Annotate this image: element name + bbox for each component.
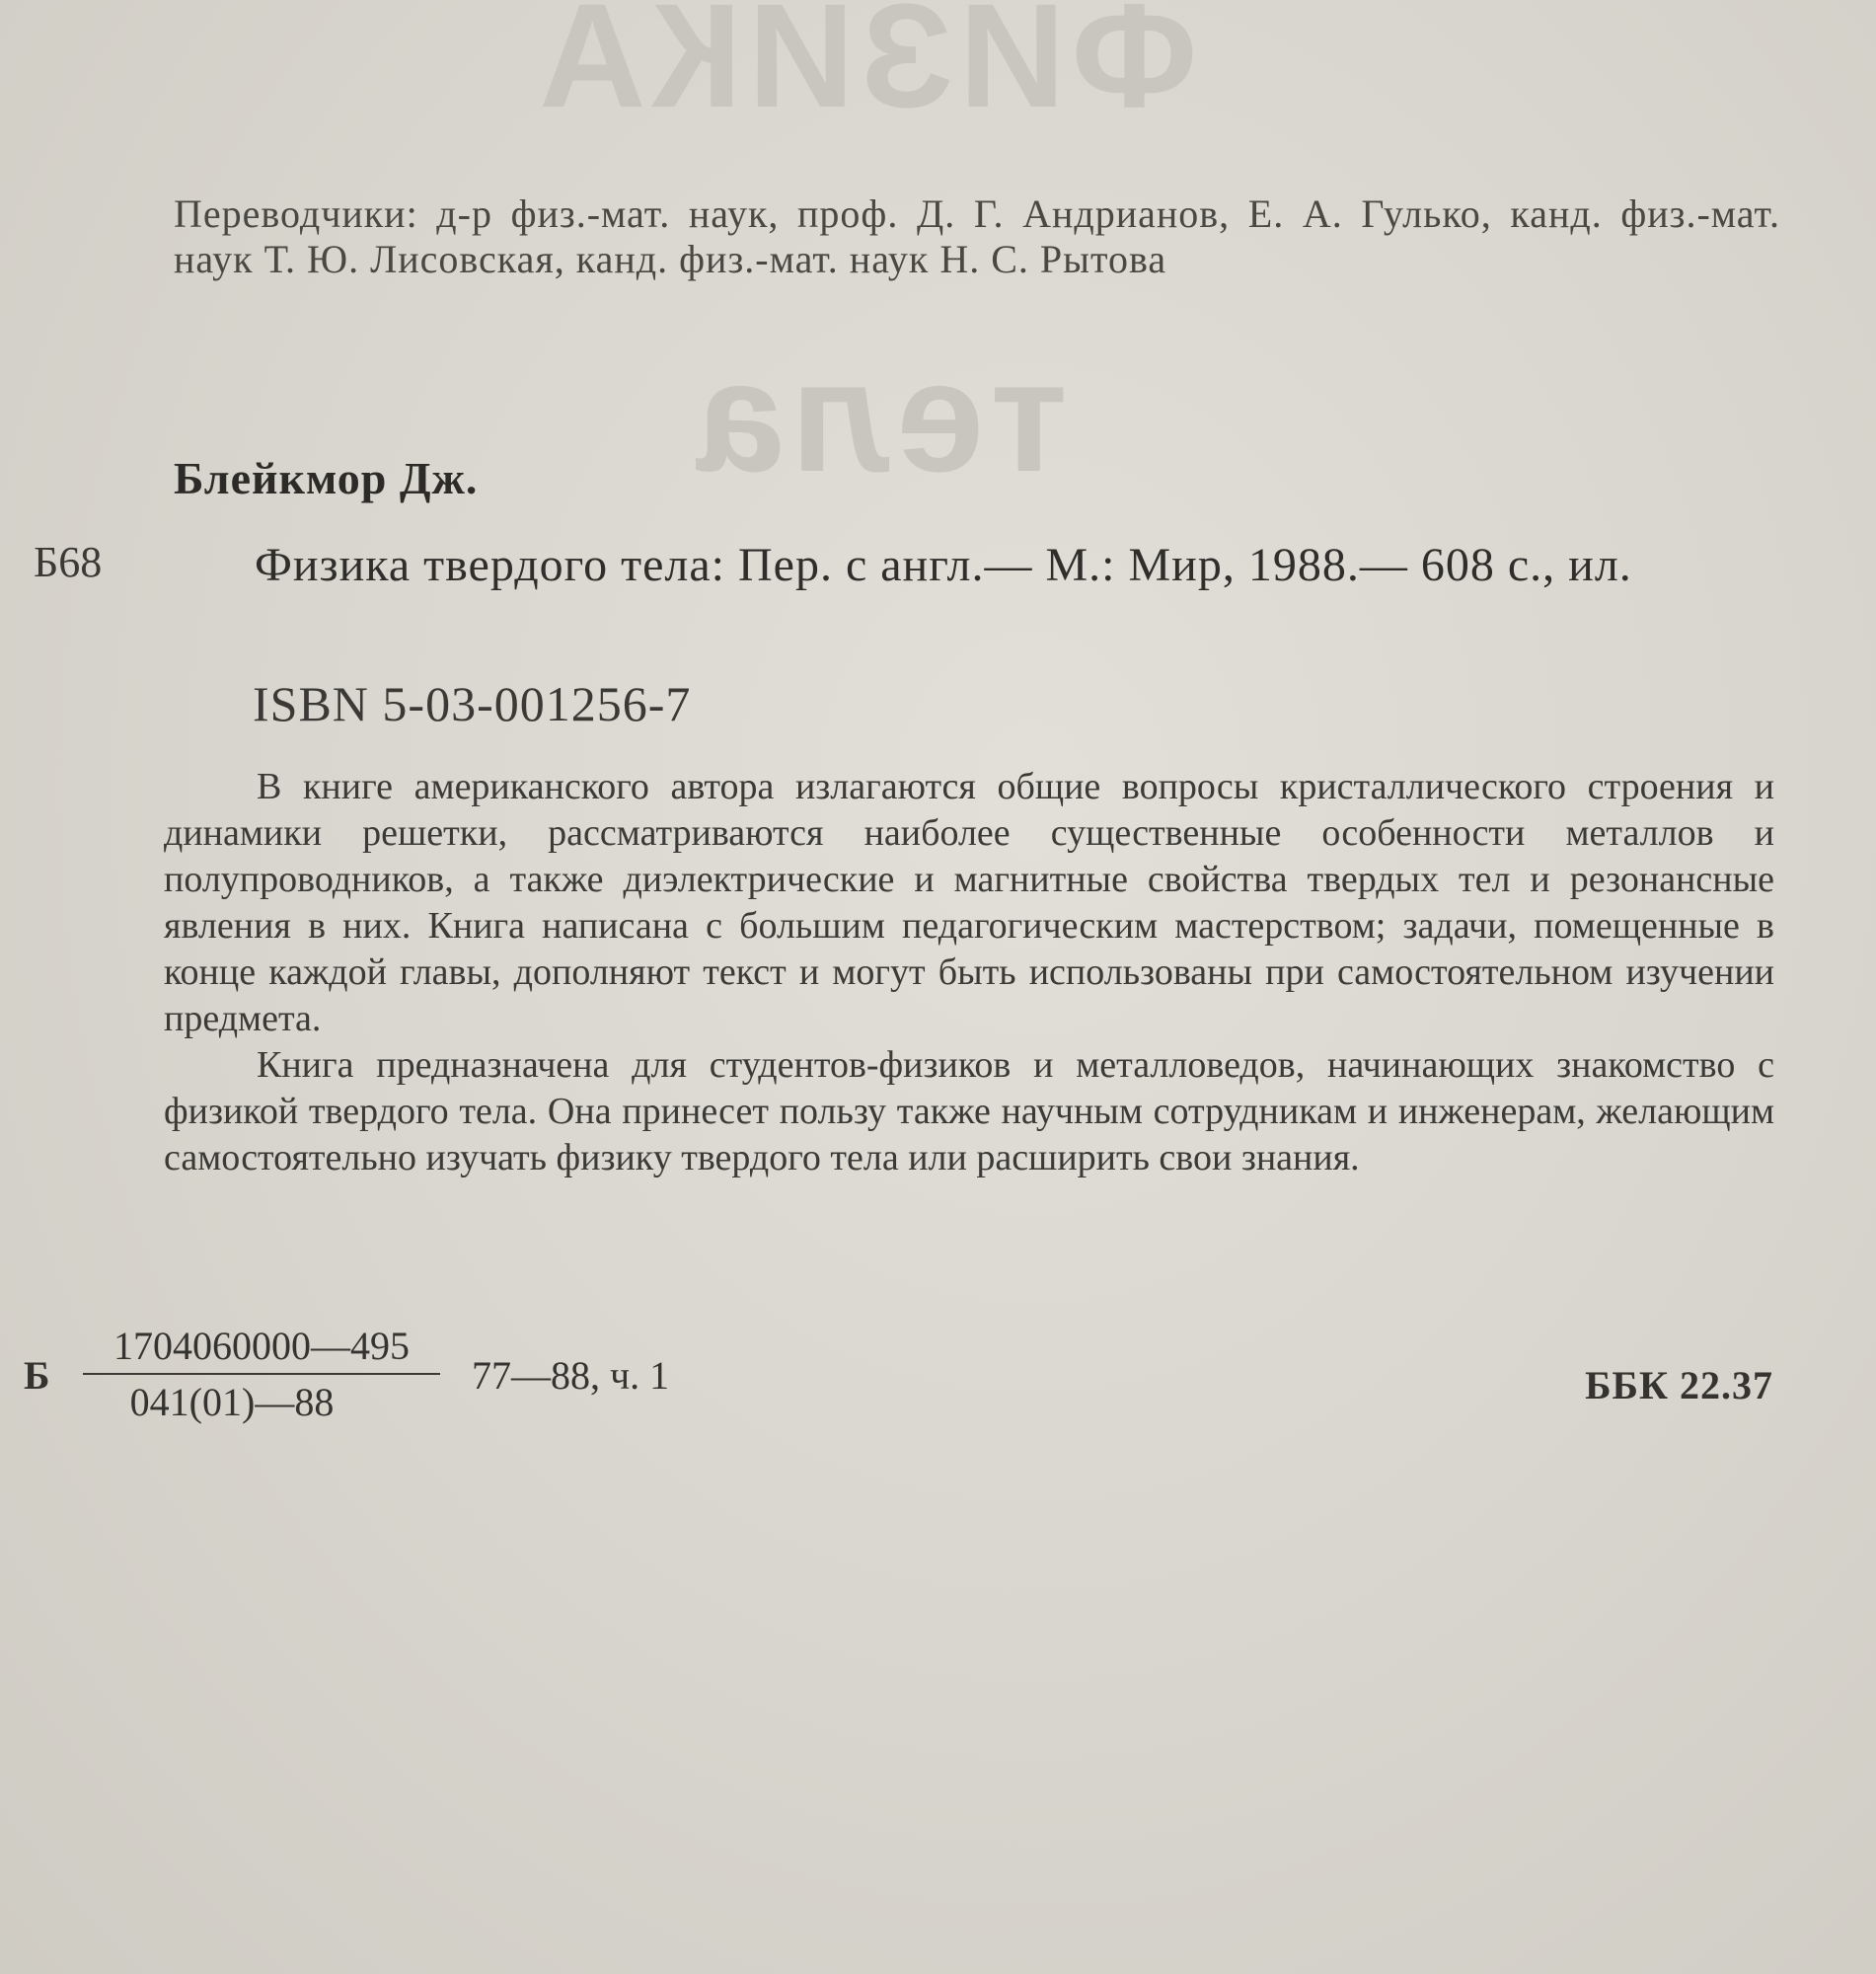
translators-note: Переводчики: д-р физ.-мат. наук, проф. Д. Г. Андрианов, Е. А. Гулько, канд. физ.-мат. наук Т. Ю. Лисовская, канд. физ.-мат. наук Н. С. Рытова	[174, 191, 1780, 281]
show-through-text-top: ФИЗИКА	[533, 0, 1198, 138]
bib-numerator: 1704060000—495	[113, 1324, 410, 1368]
isbn: ISBN 5-03-001256-7	[253, 676, 692, 731]
catalog-title: Физика твердого тела: Пер. с англ.— М.: Мир, 1988.— 608 с., ил.	[255, 539, 1632, 591]
catalog-author: Блейкмор Дж.	[174, 453, 479, 503]
bib-denominator: 041(01)—88	[129, 1380, 335, 1424]
bbk-code: ББК 22.37	[1585, 1363, 1773, 1407]
bib-series: 77—88, ч. 1	[472, 1353, 670, 1398]
show-through-text-middle: тела	[691, 328, 1068, 504]
catalog-code: Б68	[34, 538, 103, 586]
abstract-paragraph-2: Книга предназначена для студентов-физиков и металловедов, начинающих знакомство с физикой твердого тела. Она принесет пользу также научным сотрудникам и инженерам, желающим самостоятельно изучать физику твердого тела или расширить свои знания.	[164, 1044, 1774, 1178]
bib-fraction	[83, 1323, 440, 1425]
abstract	[164, 764, 1774, 1181]
abstract-paragraph-1: В книге американского автора излагаются общие вопросы кристаллического строения и динамики решетки, рассматриваются наиболее существенные особенности металлов и полупроводников, а также диэлектрические и магнитные свойства твердых тел и резонансные явления в них. Книга написана с большим педагогическим мастерством; задачи, помещенные в конце каждой главы, дополняют текст и могут быть использованы при самостоятельном изучении предмета.	[164, 766, 1774, 1039]
bib-letter: Б	[24, 1353, 50, 1398]
bibliographic-line	[0, 1323, 1876, 1431]
